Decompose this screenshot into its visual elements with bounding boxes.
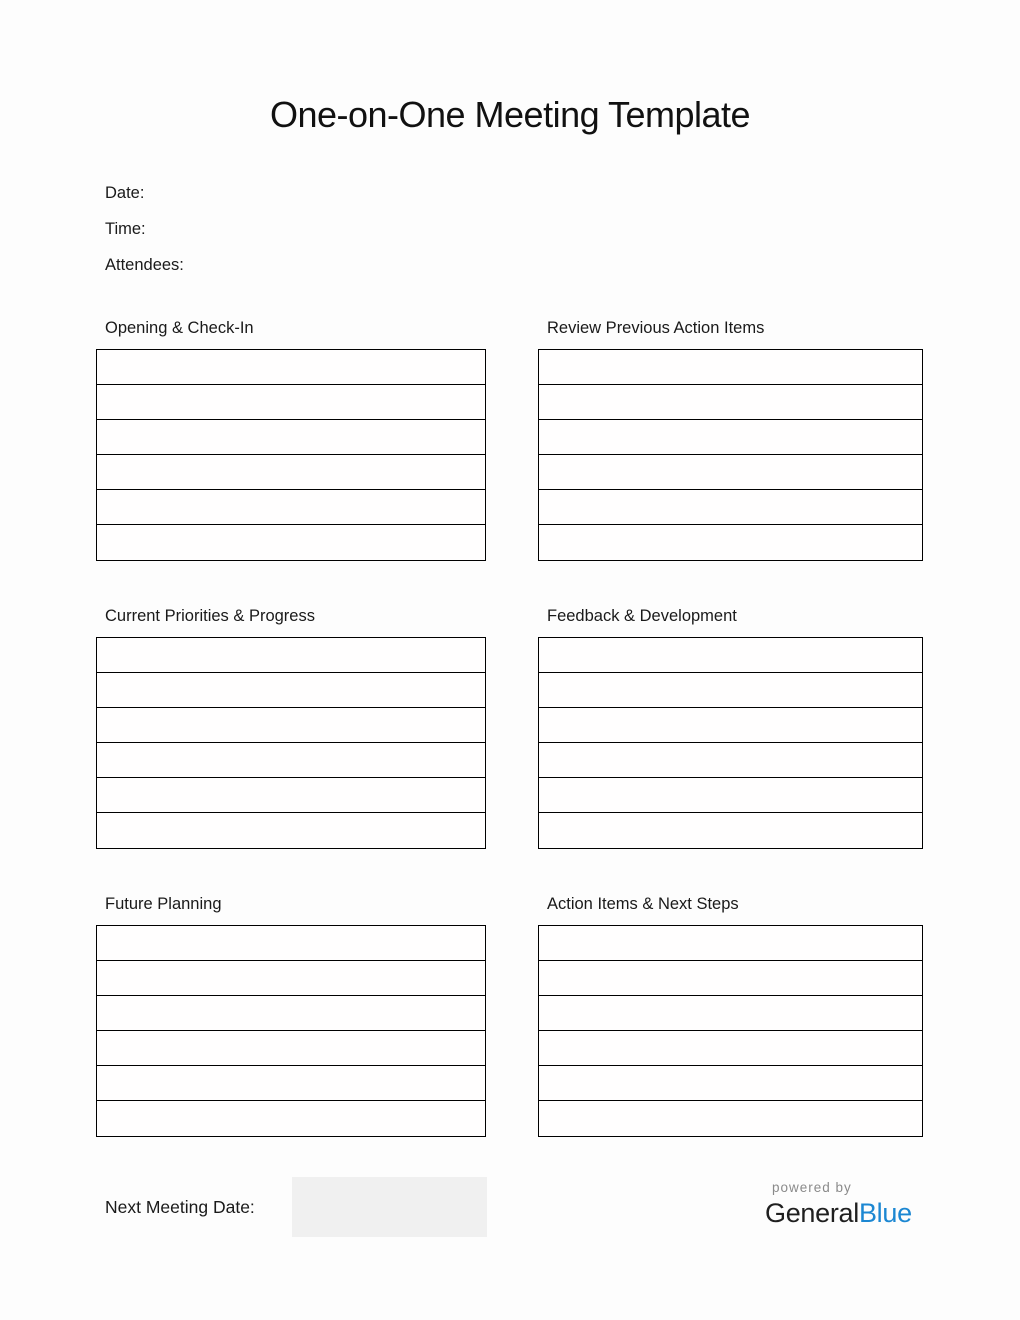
table-line-row[interactable] (97, 420, 485, 455)
section-review-previous-action-items (538, 318, 923, 561)
table-line-row[interactable] (97, 1031, 485, 1066)
next-meeting-label: Next Meeting Date: (105, 1197, 255, 1217)
table-line-row[interactable] (539, 350, 922, 385)
section-title: Review Previous Action Items (547, 319, 765, 337)
brand-name-dark: General (765, 1198, 859, 1228)
table-line-row[interactable] (539, 961, 922, 996)
lines-table (538, 637, 923, 849)
table-line-row[interactable] (539, 708, 922, 743)
table-line-row[interactable] (539, 490, 922, 525)
table-line-row[interactable] (539, 673, 922, 708)
table-line-row[interactable] (97, 638, 485, 673)
attendees-label: Attendees: (105, 256, 184, 274)
table-line-row[interactable] (97, 1066, 485, 1101)
table-line-row[interactable] (539, 1031, 922, 1066)
table-line-row[interactable] (97, 708, 485, 743)
section-current-priorities-progress (96, 606, 486, 849)
table-line-row[interactable] (97, 673, 485, 708)
brand-name (765, 1198, 935, 1229)
table-line-row[interactable] (539, 743, 922, 778)
section-title: Feedback & Development (547, 607, 737, 625)
brand-name-accent: Blue (858, 1198, 912, 1228)
table-line-row[interactable] (539, 455, 922, 490)
table-line-row[interactable] (97, 1101, 485, 1136)
brand-logo (765, 1180, 935, 1229)
section-title: Current Priorities & Progress (105, 607, 315, 625)
section-action-items-next-steps (538, 894, 923, 1137)
time-label: Time: (105, 220, 146, 238)
table-line-row[interactable] (97, 350, 485, 385)
meta-fields (105, 175, 184, 283)
table-line-row[interactable] (539, 385, 922, 420)
lines-table (96, 925, 486, 1137)
table-line-row[interactable] (539, 1101, 922, 1136)
section-opening-check-in (96, 318, 486, 561)
table-line-row[interactable] (97, 813, 485, 848)
table-line-row[interactable] (539, 813, 922, 848)
table-line-row[interactable] (97, 778, 485, 813)
lines-table (96, 637, 486, 849)
table-line-row[interactable] (539, 926, 922, 961)
section-title: Action Items & Next Steps (547, 895, 739, 913)
section-feedback-development (538, 606, 923, 849)
table-line-row[interactable] (97, 961, 485, 996)
section-title: Future Planning (105, 895, 222, 913)
section-title: Opening & Check-In (105, 319, 254, 337)
table-line-row[interactable] (97, 926, 485, 961)
table-line-row[interactable] (97, 525, 485, 560)
table-line-row[interactable] (539, 638, 922, 673)
table-line-row[interactable] (97, 385, 485, 420)
section-future-planning (96, 894, 486, 1137)
table-line-row[interactable] (539, 996, 922, 1031)
page-title: One-on-One Meeting Template (269, 94, 751, 135)
table-line-row[interactable] (539, 420, 922, 455)
table-line-row[interactable] (97, 996, 485, 1031)
table-line-row[interactable] (539, 778, 922, 813)
lines-table (538, 925, 923, 1137)
table-line-row[interactable] (539, 1066, 922, 1101)
table-line-row[interactable] (97, 455, 485, 490)
table-line-row[interactable] (97, 743, 485, 778)
lines-table (538, 349, 923, 561)
lines-table (96, 349, 486, 561)
table-line-row[interactable] (539, 525, 922, 560)
date-label: Date: (105, 184, 145, 202)
table-line-row[interactable] (97, 490, 485, 525)
next-meeting-date-field[interactable] (292, 1177, 487, 1237)
powered-by-label: powered by (772, 1180, 852, 1195)
